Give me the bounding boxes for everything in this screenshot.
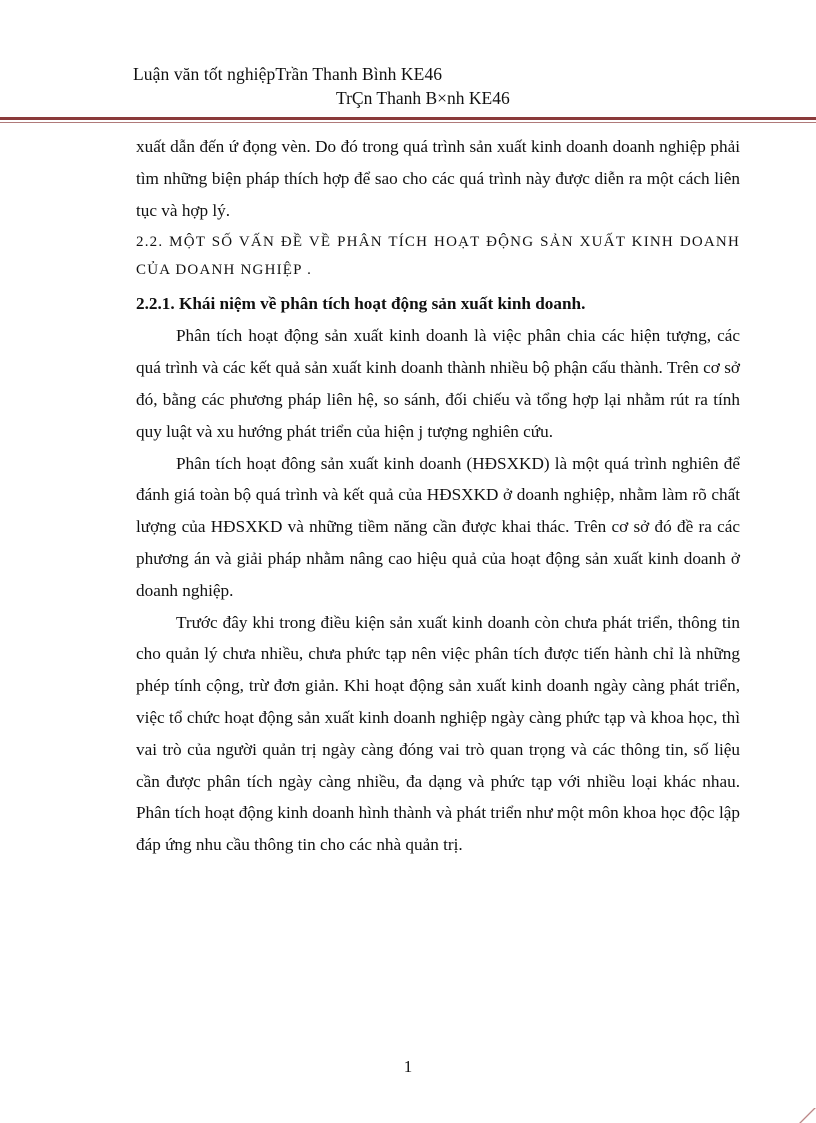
paragraph-definition: Phân tích hoạt động sản xuất kinh doanh là việc phân chia các hiện tượng, các quá trình và các kết quả sản xuất kinh doanh thành nhiều bộ phận cấu thành. Trên cơ sở đó, bằng các phương pháp liên hệ, so sánh, đối chiếu và tổng hợp lại nhằm rút ra tính quy luật và xu hướng phát triển của hiện j tượng nghiên cứu. — [136, 326, 740, 441]
section-heading: 2.2. MỘT SỐ VẤN ĐỀ VỀ PHÂN TÍCH HOẠT ĐỘNG SẢN XUẤT KINH DOANH CỦA DOANH NGHIỆP . — [136, 234, 740, 278]
page-number: 1 — [403, 1057, 413, 1076]
paragraph-continued: xuất dẫn đến ứ đọng vèn. Do đó trong quá trình sản xuất kinh doanh doanh nghiệp phải tìm những biện pháp thích hợp để sao cho các quá trình này được diễn ra một cách liên tục và hợp lý. — [136, 137, 740, 220]
paragraph-history: Trước đây khi trong điều kiện sản xuất kinh doanh còn chưa phát triển, thông tin cho quản lý chưa nhiều, chưa phức tạp nên việc phân tích được tiến hành chỉ là những phép tính cộng, trừ đơn giản. Khi hoạt động sản xuất kinh doanh ngày càng phát triển, việc tổ chức hoạt động sản xuất kinh doanh nghiệp ngày càng phức tạp và khoa học, thì vai trò của người quản trị ngày càng đóng vai trò quan trọng và các thông tin, số liệu cần được phân tích ngày càng nhiều, đa dạng và phức tạp với nhiều loại khác nhau. Phân tích hoạt động kinh doanh hình thành và phát triển như một môn khoa học độc lập đáp ứng nhu cầu thông tin cho các nhà quản trị. — [136, 612, 740, 855]
paragraph-analysis-process: Phân tích hoạt đông sản xuất kinh doanh (HĐSXKD) là một quá trình nghiên để đánh giá toàn bộ quá trình và kết quả của HĐSXKD ở doanh nghiệp, nhằm làm rõ chất lượng của HĐSXKD và những tiềm năng cần được khai thác. Trên cơ sở đó đề ra các phương án và giải pháp nhằm nâng cao hiệu quả của hoạt động sản xuất kinh doanh ở doanh nghiệp. — [136, 453, 740, 600]
header-rule-thin — [0, 122, 816, 123]
running-header-title: Luận văn tốt nghiệpTrần Thanh Bình KE46 — [133, 64, 443, 84]
running-header-author: TrÇn Thanh B×nh KE46 — [336, 88, 510, 108]
header-rule-thick — [0, 117, 816, 120]
subsection-heading: 2.2.1. Khái niệm về phân tích hoạt động sản xuất kinh doanh. — [136, 294, 586, 314]
page-body — [136, 131, 740, 861]
page-corner-mark — [799, 1108, 816, 1123]
